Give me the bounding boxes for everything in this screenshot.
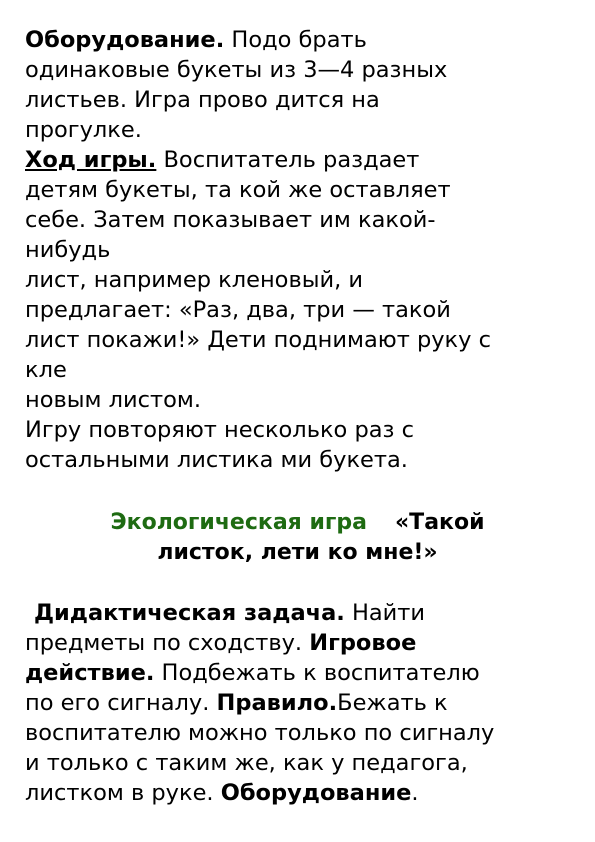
text-line [25, 145, 419, 175]
text-line: и только с таким же, как у педагога, [25, 750, 468, 776]
game-quote: «Такой [394, 510, 485, 535]
text-line: остальными листика ми букета. [25, 447, 408, 473]
didactic-task-heading: Дидактическая задача. [34, 600, 345, 626]
text-line: предлагает: «Раз, два, три — такой [25, 297, 451, 323]
text-fragment: по его сигналу. [25, 690, 217, 716]
text-fragment: Воспитатель раздает [156, 147, 420, 173]
text-fragment: Бежать к [337, 690, 448, 716]
text-line: прогулке. [25, 117, 142, 143]
text-fragment: Найти [344, 600, 426, 626]
text-line: воспитателю можно только по сигналу [25, 720, 495, 746]
text-line: кле [25, 357, 67, 383]
game-title [0, 508, 595, 538]
text-line: детям букеты, та кой же оставляет [25, 177, 451, 203]
equipment-heading-2: Оборудование [220, 780, 412, 806]
text-line: лист покажи!» Дети поднимают руку с [25, 327, 491, 353]
text-fragment: Подо брать [224, 27, 367, 53]
text-fragment: Подбежать к воспитателю [154, 660, 480, 686]
equipment-heading: Оборудование. [25, 27, 225, 53]
game-action-heading: Игровое [309, 630, 417, 656]
text-line: лист, например кленовый, и [25, 267, 364, 293]
text-line: листьев. Игра прово дится на [25, 87, 380, 113]
text-line [25, 628, 416, 658]
game-name: Экологическая игра [110, 510, 367, 535]
text-fragment: предметы по сходству. [25, 630, 310, 656]
text-fragment: . [411, 780, 419, 806]
text-line [34, 598, 425, 628]
game-action-heading-continued: действие. [25, 660, 155, 686]
text-line: Игру повторяют несколько раз с [25, 417, 415, 443]
text-fragment: листком в руке. [25, 780, 221, 806]
game-title-continued: листок, лети ко мне!» [157, 540, 438, 565]
rule-heading: Правило. [216, 690, 338, 716]
text-line: новым листом. [25, 387, 202, 413]
text-line: одинаковые букеты из 3—4 разных [25, 57, 448, 83]
text-line [25, 688, 448, 718]
text-line: себе. Затем показывает им какой- [25, 207, 436, 233]
text-line [25, 25, 367, 55]
text-line [25, 658, 480, 688]
game-progress-heading: Ход игры. [25, 147, 157, 173]
text-line [25, 778, 419, 808]
text-line: нибудь [25, 237, 111, 263]
